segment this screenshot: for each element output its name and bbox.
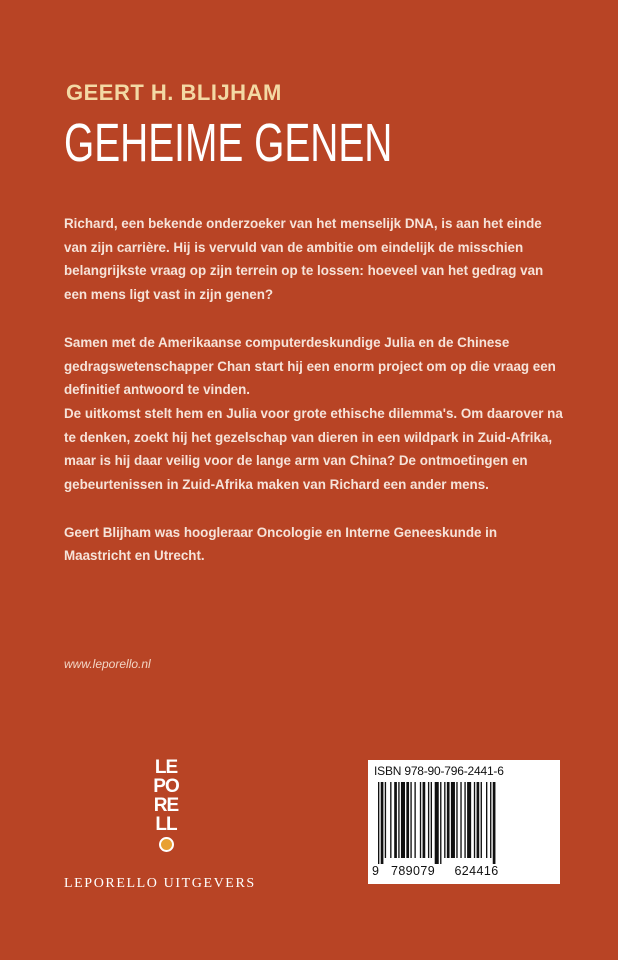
blurb-paragraph-3: De uitkomst stelt hem en Julia voor grote ethische dilemma's. Om daarover na te denken, zoekt hij het gezelschap van dieren in een wildpark in Zuid-Afrika, maar is hij daar veilig voor de lange arm van China? De ontmoetingen en gebeurtenissen in Zuid-Afrika maken van Richard een ander mens.: [64, 405, 563, 493]
blurb: [64, 212, 564, 592]
publisher-logo: [148, 758, 184, 852]
logo-line-2: PO: [153, 776, 179, 797]
blurb-paragraph-2: Samen met de Amerikaanse computerdeskundige Julia en de Chinese gedragswetenschapper Chan start hij een enorm project om op die vraag een definitief antwoord te vinden.: [64, 334, 556, 398]
author-name: GEERT H. BLIJHAM: [66, 80, 282, 105]
logo-dot-icon: [159, 837, 174, 852]
barcode-digits: 9 789079 624416: [372, 864, 499, 878]
isbn-barcode: [368, 760, 560, 884]
website-link[interactable]: www.leporello.nl: [64, 657, 151, 671]
logo-line-1: LE: [154, 757, 178, 778]
logo-line-4: LL: [155, 814, 177, 835]
blurb-paragraph-1: Richard, een bekende onderzoeker van het menselijk DNA, is aan het einde van zijn carrière. Hij is vervuld van de ambitie om eindelijk de misschien belangrijkste vraag op zijn terrein op te lossen: hoeveel van het gedrag van een mens ligt vast in zijn genen?: [64, 216, 544, 303]
logo-line-3: RE: [153, 795, 179, 816]
barcode-icon: [378, 782, 550, 864]
author-bio: Geert Blijham was hoogleraar Oncologie en Interne Geneeskunde in Maastricht en Utrecht.: [64, 524, 498, 564]
book-title: GEHEIME GENEN: [64, 113, 393, 173]
isbn-number: ISBN 978-90-796-2441-6: [374, 764, 504, 778]
publisher-name: LEPORELLO UITGEVERS: [64, 876, 256, 891]
